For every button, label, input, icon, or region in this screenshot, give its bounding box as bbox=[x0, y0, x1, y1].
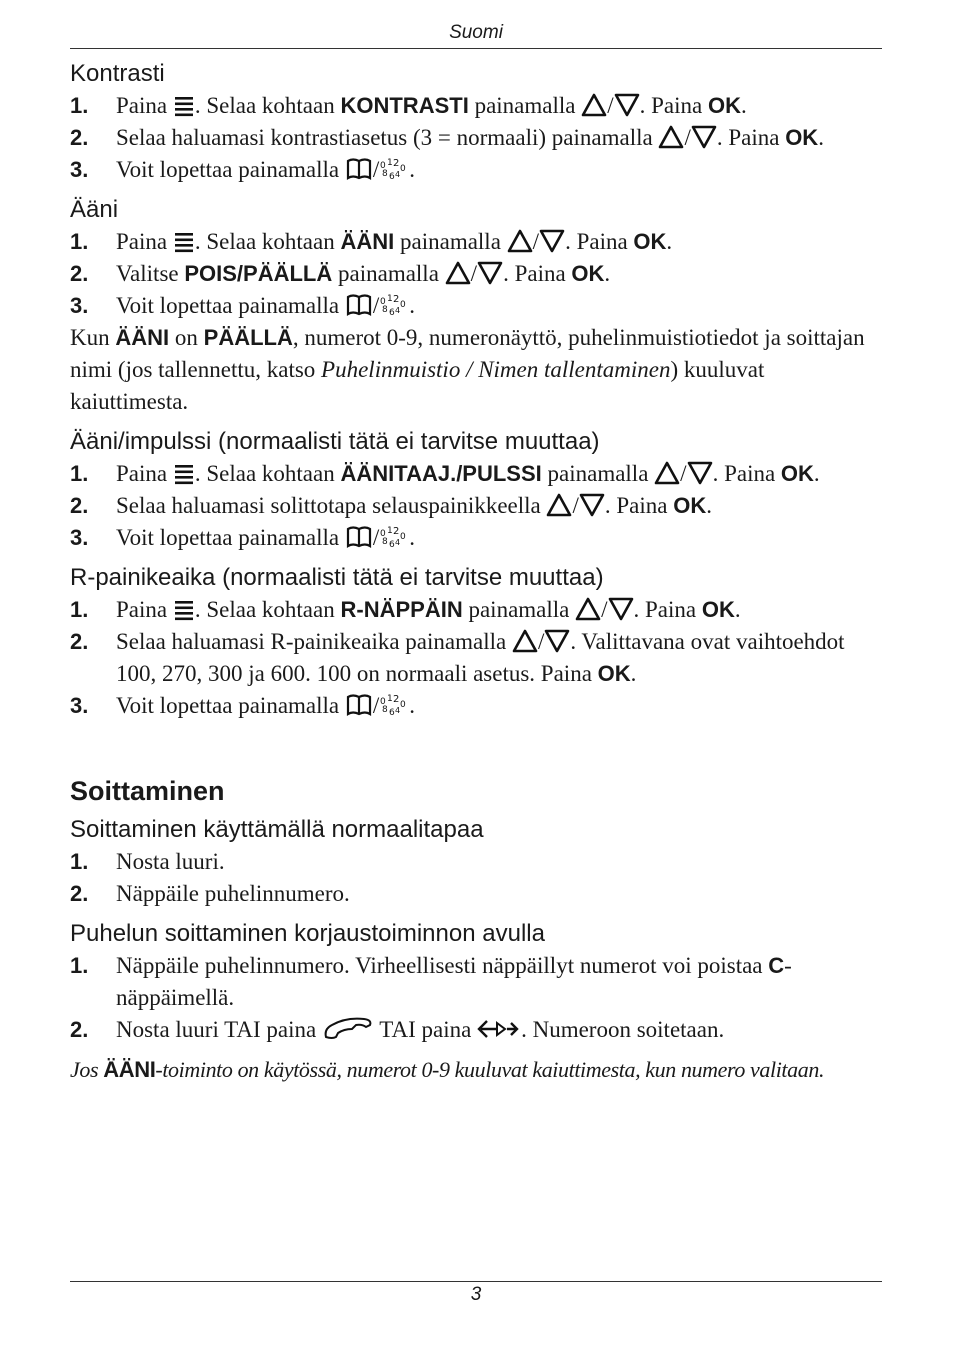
step-text: Paina . Selaa kohtaan KONTRASTI painamalla / . Paina OK. bbox=[116, 93, 747, 118]
step-number: 1. bbox=[70, 953, 89, 978]
up-arrow-icon bbox=[654, 461, 680, 485]
step-number: 3. bbox=[70, 693, 89, 718]
section-title-r-painikeaika: R-painikeaika (normaalisti tätä ei tarvitse muuttaa) bbox=[70, 564, 604, 591]
up-arrow-icon bbox=[658, 125, 684, 149]
step-number: 3. bbox=[70, 525, 89, 550]
up-arrow-icon bbox=[507, 229, 533, 253]
step-row bbox=[70, 626, 882, 690]
step-text: Näppäile puhelinnumero. Virheellisesti näppäillyt numerot voi poistaa C-näppäimellä. bbox=[116, 953, 792, 1010]
phonebook-icon bbox=[345, 157, 373, 181]
step-row bbox=[70, 1014, 882, 1046]
step-row bbox=[70, 878, 882, 910]
step-row bbox=[70, 690, 882, 722]
step-number: 3. bbox=[70, 293, 89, 318]
down-arrow-icon bbox=[687, 461, 713, 485]
step-text: Näppäile puhelinnumero. bbox=[116, 881, 350, 906]
step-row bbox=[70, 90, 882, 122]
step-row bbox=[70, 594, 882, 626]
step-number: 2. bbox=[70, 1017, 89, 1042]
step-row bbox=[70, 950, 882, 1014]
redial-icon bbox=[379, 525, 409, 549]
step-number: 1. bbox=[70, 93, 89, 118]
step-number: 2. bbox=[70, 261, 89, 286]
step-number: 1. bbox=[70, 849, 89, 874]
step-text: Voit lopettaa painamalla / . bbox=[116, 293, 416, 318]
step-row bbox=[70, 258, 882, 290]
section-title-aani: Ääni bbox=[70, 196, 119, 223]
step-row bbox=[70, 154, 882, 186]
section-title-normal-dialing: Soittaminen käyttämällä normaalitapaa bbox=[70, 816, 484, 843]
up-arrow-icon bbox=[581, 93, 607, 117]
step-text: Selaa haluamasi R-painikeaika painamalla / . Valittavana ovat vaihtoehdot 100, 270, 300 ja 600. 100 on normaali asetus. Paina OK. bbox=[116, 629, 845, 686]
up-arrow-icon bbox=[445, 261, 471, 285]
step-text: Selaa haluamasi kontrastiasetus (3 = normaali) painamalla / . Paina OK. bbox=[116, 125, 824, 150]
down-arrow-icon bbox=[539, 229, 565, 253]
section-title-kontrasti: Kontrasti bbox=[70, 60, 165, 87]
footnote: Jos ÄÄNI-toiminto on käytössä, numerot 0-9 kuuluvat kaiuttimesta, kun numero valitaan. bbox=[70, 1057, 825, 1082]
step-number: 2. bbox=[70, 493, 89, 518]
step-number: 2. bbox=[70, 881, 89, 906]
down-arrow-icon bbox=[477, 261, 503, 285]
step-text: Nosta luuri TAI paina TAI paina . Numeroon soitetaan. bbox=[116, 1017, 725, 1042]
down-arrow-icon bbox=[544, 629, 570, 653]
down-arrow-icon bbox=[691, 125, 717, 149]
down-arrow-icon bbox=[579, 493, 605, 517]
step-text: Voit lopettaa painamalla / . bbox=[116, 157, 416, 182]
info-paragraph: Kun ÄÄNI on PÄÄLLÄ, numerot 0-9, numeronäyttö, puhelinmuistiotiedot ja soittajan nimi (jos tallennettu, katso Puhelinmuistio / Nimen tallentaminen) kuuluvat kaiuttimesta. bbox=[70, 325, 865, 414]
step-number: 1. bbox=[70, 597, 89, 622]
step-number: 3. bbox=[70, 157, 89, 182]
up-arrow-icon bbox=[546, 493, 572, 517]
cross-reference: Puhelinmuistio / Nimen tallentaminen bbox=[321, 357, 671, 382]
page-number: 3 bbox=[70, 1281, 882, 1306]
up-arrow-icon bbox=[512, 629, 538, 653]
menu-icon bbox=[173, 463, 195, 485]
speaker-call-icon bbox=[477, 1017, 521, 1041]
step-text: Paina . Selaa kohtaan ÄÄNITAAJ./PULSSI painamalla / . Paina OK. bbox=[116, 461, 820, 486]
step-row bbox=[70, 522, 882, 554]
step-row bbox=[70, 846, 882, 878]
step-row bbox=[70, 122, 882, 154]
menu-icon bbox=[173, 231, 195, 253]
step-row bbox=[70, 458, 882, 490]
step-number: 1. bbox=[70, 461, 89, 486]
down-arrow-icon bbox=[608, 597, 634, 621]
up-arrow-icon bbox=[575, 597, 601, 621]
step-row bbox=[70, 490, 882, 522]
handset-icon bbox=[322, 1015, 374, 1041]
phonebook-icon bbox=[345, 693, 373, 717]
phonebook-icon bbox=[345, 525, 373, 549]
page-header: Suomi bbox=[70, 22, 882, 49]
step-row bbox=[70, 226, 882, 258]
step-number: 2. bbox=[70, 125, 89, 150]
step-text: Voit lopettaa painamalla / . bbox=[116, 525, 416, 550]
step-text: Selaa haluamasi solittotapa selauspainikkeella / . Paina OK. bbox=[116, 493, 712, 518]
menu-icon bbox=[173, 599, 195, 621]
step-number: 1. bbox=[70, 229, 89, 254]
step-text: Paina . Selaa kohtaan R-NÄPPÄIN painamalla / . Paina OK. bbox=[116, 597, 741, 622]
step-number: 2. bbox=[70, 629, 89, 654]
phonebook-icon bbox=[345, 293, 373, 317]
chapter-title: Soittaminen bbox=[70, 776, 225, 806]
step-text: Paina . Selaa kohtaan ÄÄNI painamalla / . Paina OK. bbox=[116, 229, 673, 254]
menu-icon bbox=[173, 95, 195, 117]
step-text: Voit lopettaa painamalla / . bbox=[116, 693, 416, 718]
page-content bbox=[70, 58, 882, 1086]
redial-icon bbox=[379, 157, 409, 181]
section-title-correction-dialing: Puhelun soittaminen korjaustoiminnon avulla bbox=[70, 920, 545, 947]
redial-icon bbox=[379, 293, 409, 317]
step-text: Valitse POIS/PÄÄLLÄ painamalla / . Paina OK. bbox=[116, 261, 611, 286]
redial-icon bbox=[379, 693, 409, 717]
step-row bbox=[70, 290, 882, 322]
down-arrow-icon bbox=[614, 93, 640, 117]
section-title-aani-impulssi: Ääni/impulssi (normaalisti tätä ei tarvitse muuttaa) bbox=[70, 428, 600, 455]
step-text: Nosta luuri. bbox=[116, 849, 225, 874]
